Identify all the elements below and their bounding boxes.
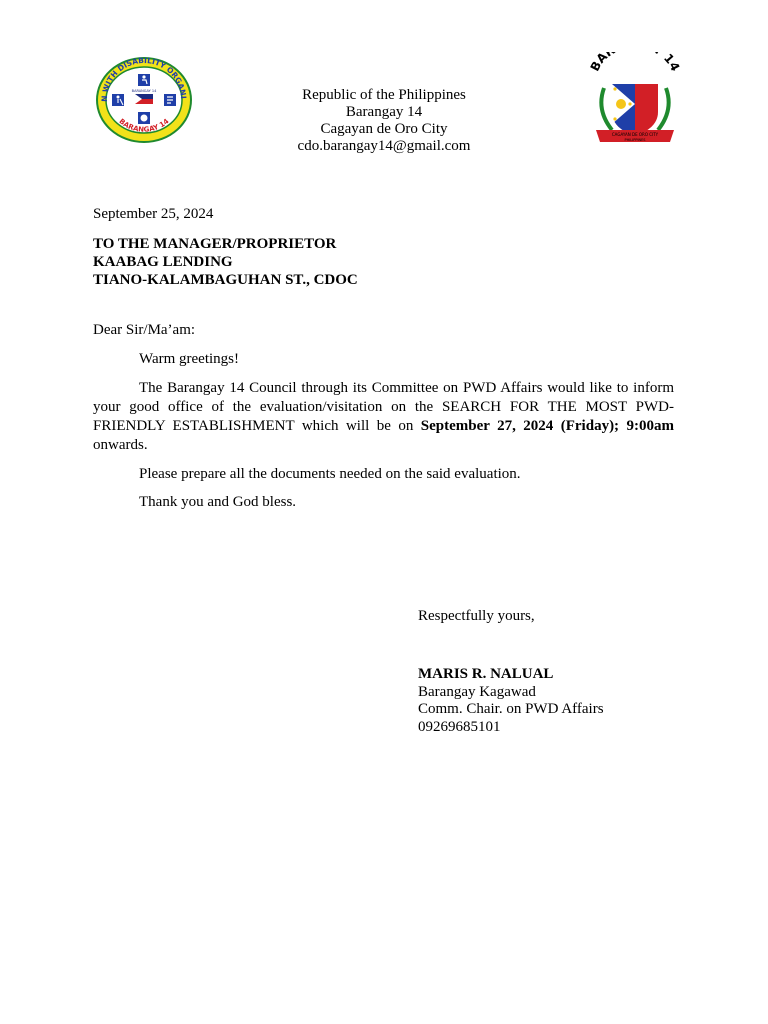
- letterhead-line-barangay: Barangay 14: [345, 104, 423, 120]
- letterhead: [234, 87, 534, 155]
- laurel-left-icon: [601, 88, 612, 130]
- barangay-14-seal: [590, 52, 680, 148]
- sun-icon: [616, 99, 626, 109]
- barangay-seal-title: A 1: [593, 52, 678, 67]
- body-text-end: onwards.: [93, 437, 148, 453]
- body-date-emphasis: September 27, 2024 (Friday); 9:00am: [420, 418, 674, 434]
- body-text: The Barangay 14 Council through its Committee on PWD Affairs would like to inform your good office of the evaluation/visitation on the SEARCH FOR THE MOST PWD-FRIENDLY ESTABLISHMENT which will be on: [93, 380, 674, 434]
- ribbon-text-2: PHILIPPINES: [624, 138, 646, 142]
- signatory-phone: 09269685101: [418, 718, 501, 735]
- body-paragraph: [93, 379, 674, 455]
- letter-date: September 25, 2024: [93, 206, 214, 222]
- recipient-line: TIANO-KALAMBAGUHAN ST., CDOC: [93, 272, 358, 288]
- signatory-title: Barangay Kagawad: [418, 683, 536, 700]
- letterhead-line-country: Republic of the Philippines: [302, 87, 466, 103]
- letterhead-line-email: cdo.barangay14@gmail.com: [297, 138, 471, 154]
- thanks-paragraph: Thank you and God bless.: [139, 494, 297, 510]
- pwd-seal-bottom-text: BARANGAY 14: [117, 117, 171, 134]
- recipient-line: KAABAG LENDING: [93, 254, 233, 270]
- letterhead-line-city: Cagayan de Oro City: [320, 121, 448, 137]
- recipient-block: [93, 235, 358, 289]
- documents-paragraph: Please prepare all the documents needed on the said evaluation.: [139, 466, 521, 482]
- signatory-committee: Comm. Chair. on PWD Affairs: [418, 701, 604, 717]
- closing-line: Respectfully yours,: [418, 608, 535, 624]
- recipient-line: TO THE MANAGER/PROPRIETOR: [93, 236, 337, 252]
- greeting-paragraph: Warm greetings!: [139, 351, 240, 367]
- signatory-name: MARIS R. NALUAL: [418, 666, 554, 682]
- barangay-seal-graphic: [590, 52, 680, 148]
- pwd-seal-top-text: N WITH DISABILITY ORGANI: [99, 56, 188, 102]
- pwd-seal-graphic: [95, 56, 193, 144]
- laurel-right-icon: [658, 88, 669, 130]
- signature-block: [418, 666, 604, 736]
- ribbon-text: CAGAYAN DE ORO CITY: [611, 132, 659, 137]
- pwd-seal-center-text: BARANGAY 14: [131, 89, 157, 93]
- salutation: Dear Sir/Ma’am:: [93, 322, 196, 338]
- pwd-organization-seal: [95, 56, 193, 144]
